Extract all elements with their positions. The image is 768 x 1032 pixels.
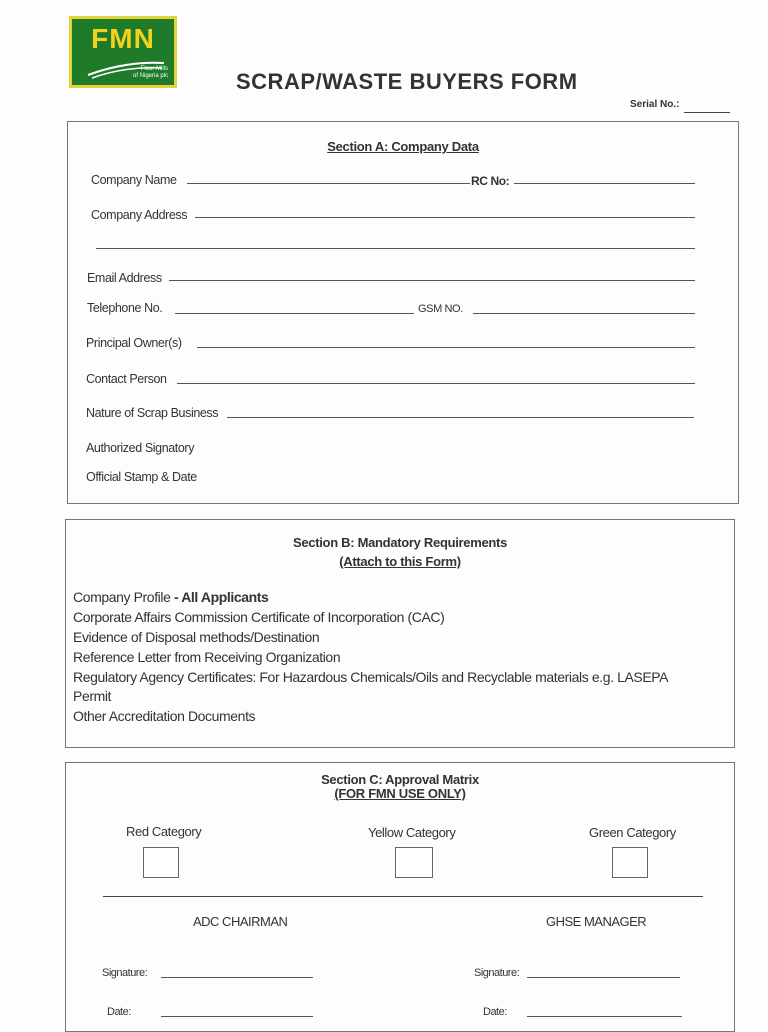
- principal-owners-field[interactable]: [197, 347, 695, 348]
- contact-person-label: Contact Person: [86, 372, 167, 386]
- requirement-regulatory-certificates-cont: Permit: [73, 688, 112, 704]
- authorized-signatory-label: Authorized Signatory: [86, 441, 195, 455]
- rc-no-label: RC No:: [471, 174, 510, 188]
- ghse-date-label: Date:: [483, 1006, 507, 1018]
- yellow-category-label: Yellow Category: [368, 825, 456, 840]
- requirement-other-accreditation: Other Accreditation Documents: [73, 708, 256, 724]
- email-address-label: Email Address: [87, 271, 162, 285]
- telephone-label: Telephone No.: [87, 301, 163, 315]
- gsm-label: GSM NO.: [418, 303, 463, 315]
- ghse-signature-field[interactable]: [527, 977, 680, 978]
- nature-of-business-field[interactable]: [227, 417, 694, 418]
- section-a-title: Section A: Company Data: [327, 139, 479, 154]
- logo-sub-line2: of Nigeria plc: [132, 73, 168, 79]
- logo-sub-line1: Flour Mills: [140, 66, 168, 72]
- email-address-field[interactable]: [169, 280, 695, 281]
- section-c-approval-matrix: [65, 762, 735, 1032]
- gsm-field[interactable]: [473, 313, 695, 314]
- yellow-category-checkbox[interactable]: [395, 847, 433, 878]
- red-category-label: Red Category: [126, 824, 202, 839]
- adc-signature-field[interactable]: [161, 977, 313, 978]
- requirement-company-profile: [73, 589, 268, 605]
- serial-input-line[interactable]: [684, 112, 730, 113]
- company-address-field-2[interactable]: [96, 248, 695, 249]
- req1-bold: - All Applicants: [173, 589, 269, 605]
- official-stamp-label: Official Stamp & Date: [86, 470, 197, 484]
- form-title: SCRAP/WASTE BUYERS FORM: [236, 69, 578, 94]
- adc-chairman-label: ADC CHAIRMAN: [193, 914, 288, 929]
- rc-no-field[interactable]: [514, 183, 695, 184]
- ghse-signature-label: Signature:: [474, 967, 520, 979]
- section-c-subtitle: (FOR FMN USE ONLY): [334, 786, 466, 801]
- section-b-subtitle: (Attach to this Form): [339, 554, 461, 569]
- contact-person-field[interactable]: [177, 383, 695, 384]
- section-b-mandatory-requirements: [65, 519, 735, 748]
- ghse-date-field[interactable]: [527, 1016, 682, 1017]
- adc-signature-label: Signature:: [102, 967, 148, 979]
- adc-date-field[interactable]: [161, 1016, 313, 1017]
- logo-text: FMN: [91, 23, 155, 54]
- red-category-checkbox[interactable]: [143, 847, 179, 878]
- requirement-disposal-evidence: Evidence of Disposal methods/Destination: [73, 629, 320, 645]
- section-b-title: Section B: Mandatory Requirements: [292, 535, 508, 550]
- approval-divider: [103, 896, 703, 897]
- nature-of-business-label: Nature of Scrap Business: [86, 406, 219, 420]
- green-category-label: Green Category: [589, 825, 676, 840]
- company-address-field-1[interactable]: [195, 217, 695, 218]
- company-name-label: Company Name: [91, 173, 177, 187]
- req1-text: Company Profile: [73, 589, 174, 605]
- adc-date-label: Date:: [107, 1006, 131, 1018]
- requirement-reference-letter: Reference Letter from Receiving Organization: [73, 649, 341, 665]
- company-address-label: Company Address: [91, 208, 188, 222]
- section-c-title: Section C: Approval Matrix: [321, 772, 479, 787]
- requirement-cac: Corporate Affairs Commission Certificate of Incorporation (CAC): [73, 609, 445, 625]
- logo-subtitle: [133, 66, 168, 80]
- ghse-manager-label: GHSE MANAGER: [546, 914, 647, 929]
- requirement-regulatory-certificates: Regulatory Agency Certificates: For Hazardous Chemicals/Oils and Recyclable materials e.g. LASEPA: [73, 669, 669, 685]
- company-name-field[interactable]: [187, 183, 470, 184]
- green-category-checkbox[interactable]: [612, 847, 648, 878]
- principal-owners-label: Principal Owner(s): [86, 336, 182, 350]
- serial-label: Serial No.:: [630, 99, 680, 110]
- fmn-logo: [69, 16, 177, 88]
- section-a-company-data: [67, 121, 739, 504]
- telephone-field[interactable]: [175, 313, 414, 314]
